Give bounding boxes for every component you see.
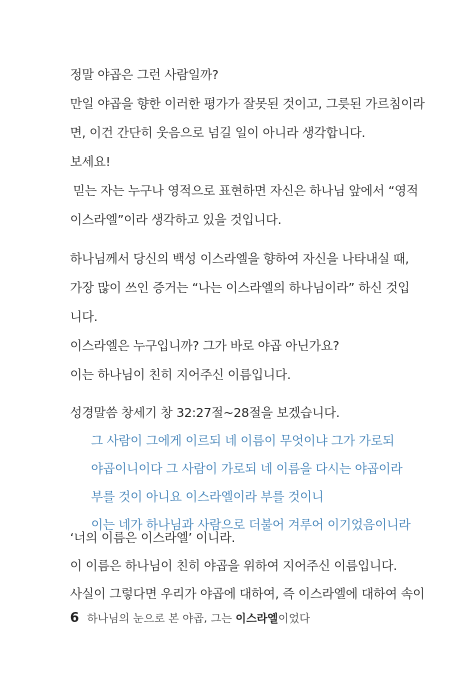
page-number: 6 (70, 611, 80, 626)
body-line: 하나님께서 당신의 백성 이스라엘을 향하여 자신을 나타내실 때, (70, 251, 409, 266)
running-title-suffix: 이었다 (278, 612, 310, 625)
body-line: 이스라엘은 누구입니까? 그가 바로 야곱 아닌가요? (70, 338, 340, 353)
body-line: 만일 야곱을 향한 이러한 평가가 잘못된 것이고, 그릇된 가르침이라 (70, 96, 425, 111)
body-line: 보세요! (70, 154, 111, 169)
scripture-quote-line: 이는 네가 하나님과 사람으로 더불어 겨루어 이기었음이니라 (91, 517, 411, 532)
scripture-reference: 성경말씀 창세기 창 32:27절~28절을 보겠습니다. (70, 405, 340, 420)
body-line: 니다. (70, 309, 98, 324)
body-line: 사실이 그렇다면 우리가 야곱에 대하여, 즉 이스라엘에 대하여 속이 (70, 586, 425, 601)
page-footer (70, 612, 310, 626)
body-line: 이는 하나님이 친히 지어주신 이름입니다. (70, 367, 291, 382)
scripture-quote-line: 그 사람이 그에게 이르되 네 이름이 무엇이냐 그가 가로되 (91, 433, 395, 448)
body-line: 면, 이건 간단히 웃음으로 넘길 일이 아니라 생각합니다. (70, 125, 366, 140)
body-line: ‘너의 이름은 이스라엘’ 이니라. (70, 530, 236, 545)
scripture-quote-line: 야곱이니이다 그 사람이 가로되 네 이름을 다시는 야곱이라 (91, 461, 403, 476)
running-title: 하나님의 눈으로 본 야곱, 그는 (87, 612, 236, 625)
body-line: 믿는 자는 누구나 영적으로 표현하면 자신은 하나님 앞에서 “영적 (73, 183, 419, 198)
body-line: 이스라엘”이라 생각하고 있을 것입니다. (70, 212, 282, 227)
body-line: 가장 많이 쓰인 증거는 “나는 이스라엘의 하나님이라” 하신 것입 (70, 280, 410, 295)
scripture-quote-line: 부를 것이 아니요 이스라엘이라 부를 것이니 (91, 489, 324, 504)
body-line: 이 이름은 하나님이 친히 야곱을 위하여 지어주신 이름입니다. (70, 558, 398, 573)
running-title-emphasis: 이스라엘 (235, 612, 279, 625)
body-line: 정말 야곱은 그런 사람일까? (70, 67, 219, 82)
